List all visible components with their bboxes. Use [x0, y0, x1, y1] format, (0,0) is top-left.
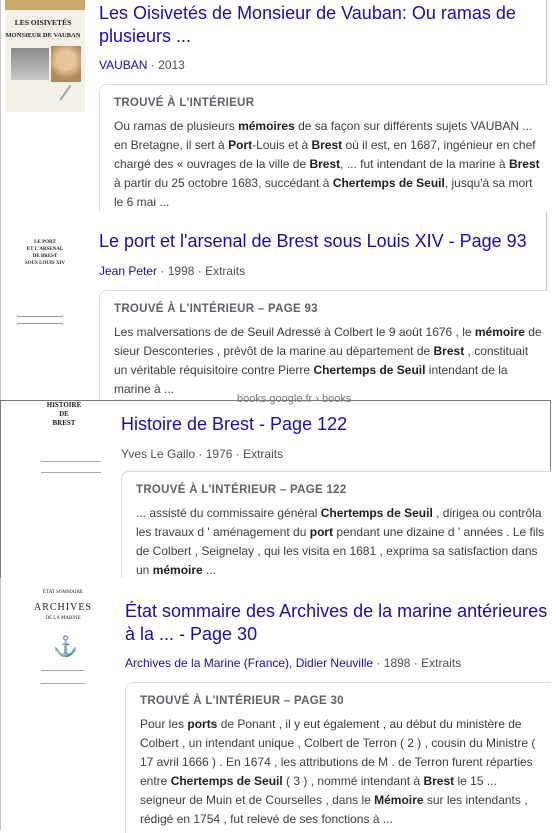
cover-text-lines: [41, 461, 101, 473]
cover-title-line: ARCHIVES: [33, 602, 92, 613]
extracts-label: Extraits: [421, 656, 462, 670]
cover-portrait-image: [11, 48, 49, 80]
snippet-box: [121, 471, 552, 582]
cover-title-line: ET L'ARSENAL: [26, 247, 64, 252]
snippet-box: [99, 290, 548, 403]
snippet-header: TROUVÉ À L'INTÉRIEUR – PAGE 30: [140, 695, 344, 707]
separator: ·: [373, 656, 384, 670]
quill-icon: [59, 85, 82, 109]
result-meta: [121, 447, 283, 461]
cover-title-line: HISTOIRE: [46, 401, 82, 409]
result-meta: [125, 656, 461, 670]
snippet-text: ... assisté du commissaire général Chertemps de Seuil , dirigea ou contrôla les travaux d ' aménagement du port pendant une dizaine d ' années . Le fils de Colbert , Seignelay , qui les visita en 1681 , exprima sa satisfaction dans un mémoire ...: [136, 506, 545, 577]
author: Yves Le Gallo: [121, 447, 196, 461]
cover-title-line: DE: [59, 410, 69, 418]
author-link[interactable]: Archives de la Marine (France), Didier Neuville: [125, 656, 374, 670]
year: 1976: [205, 447, 233, 461]
result-card: [0, 212, 547, 401]
cover-title-line: LES OISIVETÉS: [14, 18, 72, 27]
cover-title-line: DE LA MARINE: [45, 616, 81, 621]
extracts-label: Extraits: [243, 447, 284, 461]
result-title-link[interactable]: Les Oisivetés de Monsieur de Vauban: Ou ramas de plusieurs ...: [99, 3, 516, 46]
author-link[interactable]: Jean Peter: [99, 264, 158, 278]
separator: ·: [157, 264, 168, 278]
snippet-box: [125, 682, 551, 833]
cover-title-line: DE BREST: [32, 254, 58, 259]
separator: ·: [232, 447, 244, 461]
cover-title-line: ÉTAT SOMMAIRE: [43, 590, 83, 595]
year: 1998: [167, 264, 195, 278]
separator: ·: [410, 656, 422, 670]
result-card: [0, 0, 547, 213]
book-cover-thumbnail[interactable]: [39, 401, 105, 491]
book-cover-thumbnail[interactable]: [5, 0, 85, 112]
cover-title-line: MONSIEUR DE VAUBAN: [5, 32, 81, 39]
result-card: [0, 578, 550, 830]
separator: ·: [147, 58, 159, 72]
result-title-link[interactable]: Histoire de Brest - Page 122: [121, 414, 348, 434]
cover-title-line: LE PORT: [34, 240, 56, 245]
result-meta: [99, 58, 185, 72]
snippet-text: Ou ramas de plusieurs mémoires de sa façon sur différents sujets VAUBAN ... en Bretagne, il sert à Port-Louis et à Brest où il est, en 1687, ingénieur en chef chargé des « ouvrages de la ville de Brest, ... fut intendant de la marine à Brest à partir du 25 octobre 1683, succédant à Chertemps de Seuil, jusqu'à sa mort le 6 mai ...: [114, 119, 540, 209]
separator: ·: [195, 447, 206, 461]
book-cover-thumbnail[interactable]: [15, 218, 85, 318]
result-card: [0, 393, 551, 580]
snippet-text: Les malversations de de Seuil Adressé à Colbert le 9 août 1676 , le mémoire de sieur Desconteries , prévôt de la marine au département de Brest , constituait un véritable réquisitoire contre Pierre Chertemps de Seuil intendant de la marine à ...: [114, 325, 542, 396]
snippet-header: TROUVÉ À L'INTÉRIEUR – PAGE 122: [136, 484, 347, 496]
source-url: books.google.fr › books: [237, 393, 352, 405]
cover-text-lines: [17, 316, 63, 324]
extracts-label: Extraits: [205, 264, 246, 278]
separator: ·: [194, 264, 206, 278]
result-title-link[interactable]: Le port et l'arsenal de Brest sous Louis XIV - Page 93: [99, 231, 527, 251]
year: 1898: [383, 656, 411, 670]
snippet-header: TROUVÉ À L'INTÉRIEUR – PAGE 93: [114, 303, 318, 315]
snippet-box: [99, 84, 548, 215]
snippet-header: TROUVÉ À L'INTÉRIEUR: [114, 97, 255, 109]
cover-title-line: BREST: [52, 419, 76, 427]
result-meta: [99, 264, 245, 278]
book-cover-thumbnail[interactable]: [25, 590, 101, 702]
cover-title-line: SOUS LOUIS XIV: [24, 261, 66, 266]
year: 2013: [158, 58, 185, 72]
cover-portrait-image: [51, 46, 81, 82]
result-title-link[interactable]: État sommaire des Archives de la marine antérieures à la ... - Page 30: [125, 601, 548, 644]
cover-text-lines: [41, 670, 85, 684]
author-link[interactable]: VAUBAN: [99, 58, 148, 72]
anchor-icon: ⚓: [53, 636, 78, 658]
snippet-text: Pour les ports de Ponant , il y eut également , au début du ministère de Colbert , un intendant unique , Colbert de Terron ( 2 ) , cousin du Ministre ( 17 avril 1666 ) . En 1674 , les attributions de M . de Terron furent réparties entre Chertemps de Seuil ( 3 ) , nommé intendant à Brest le 15 ... seigneur de Muin et de Courselles , dans le Mémoire sur les intendants , rédigé en 1754 , fut relevé de ses fonctions à ...: [140, 717, 536, 826]
